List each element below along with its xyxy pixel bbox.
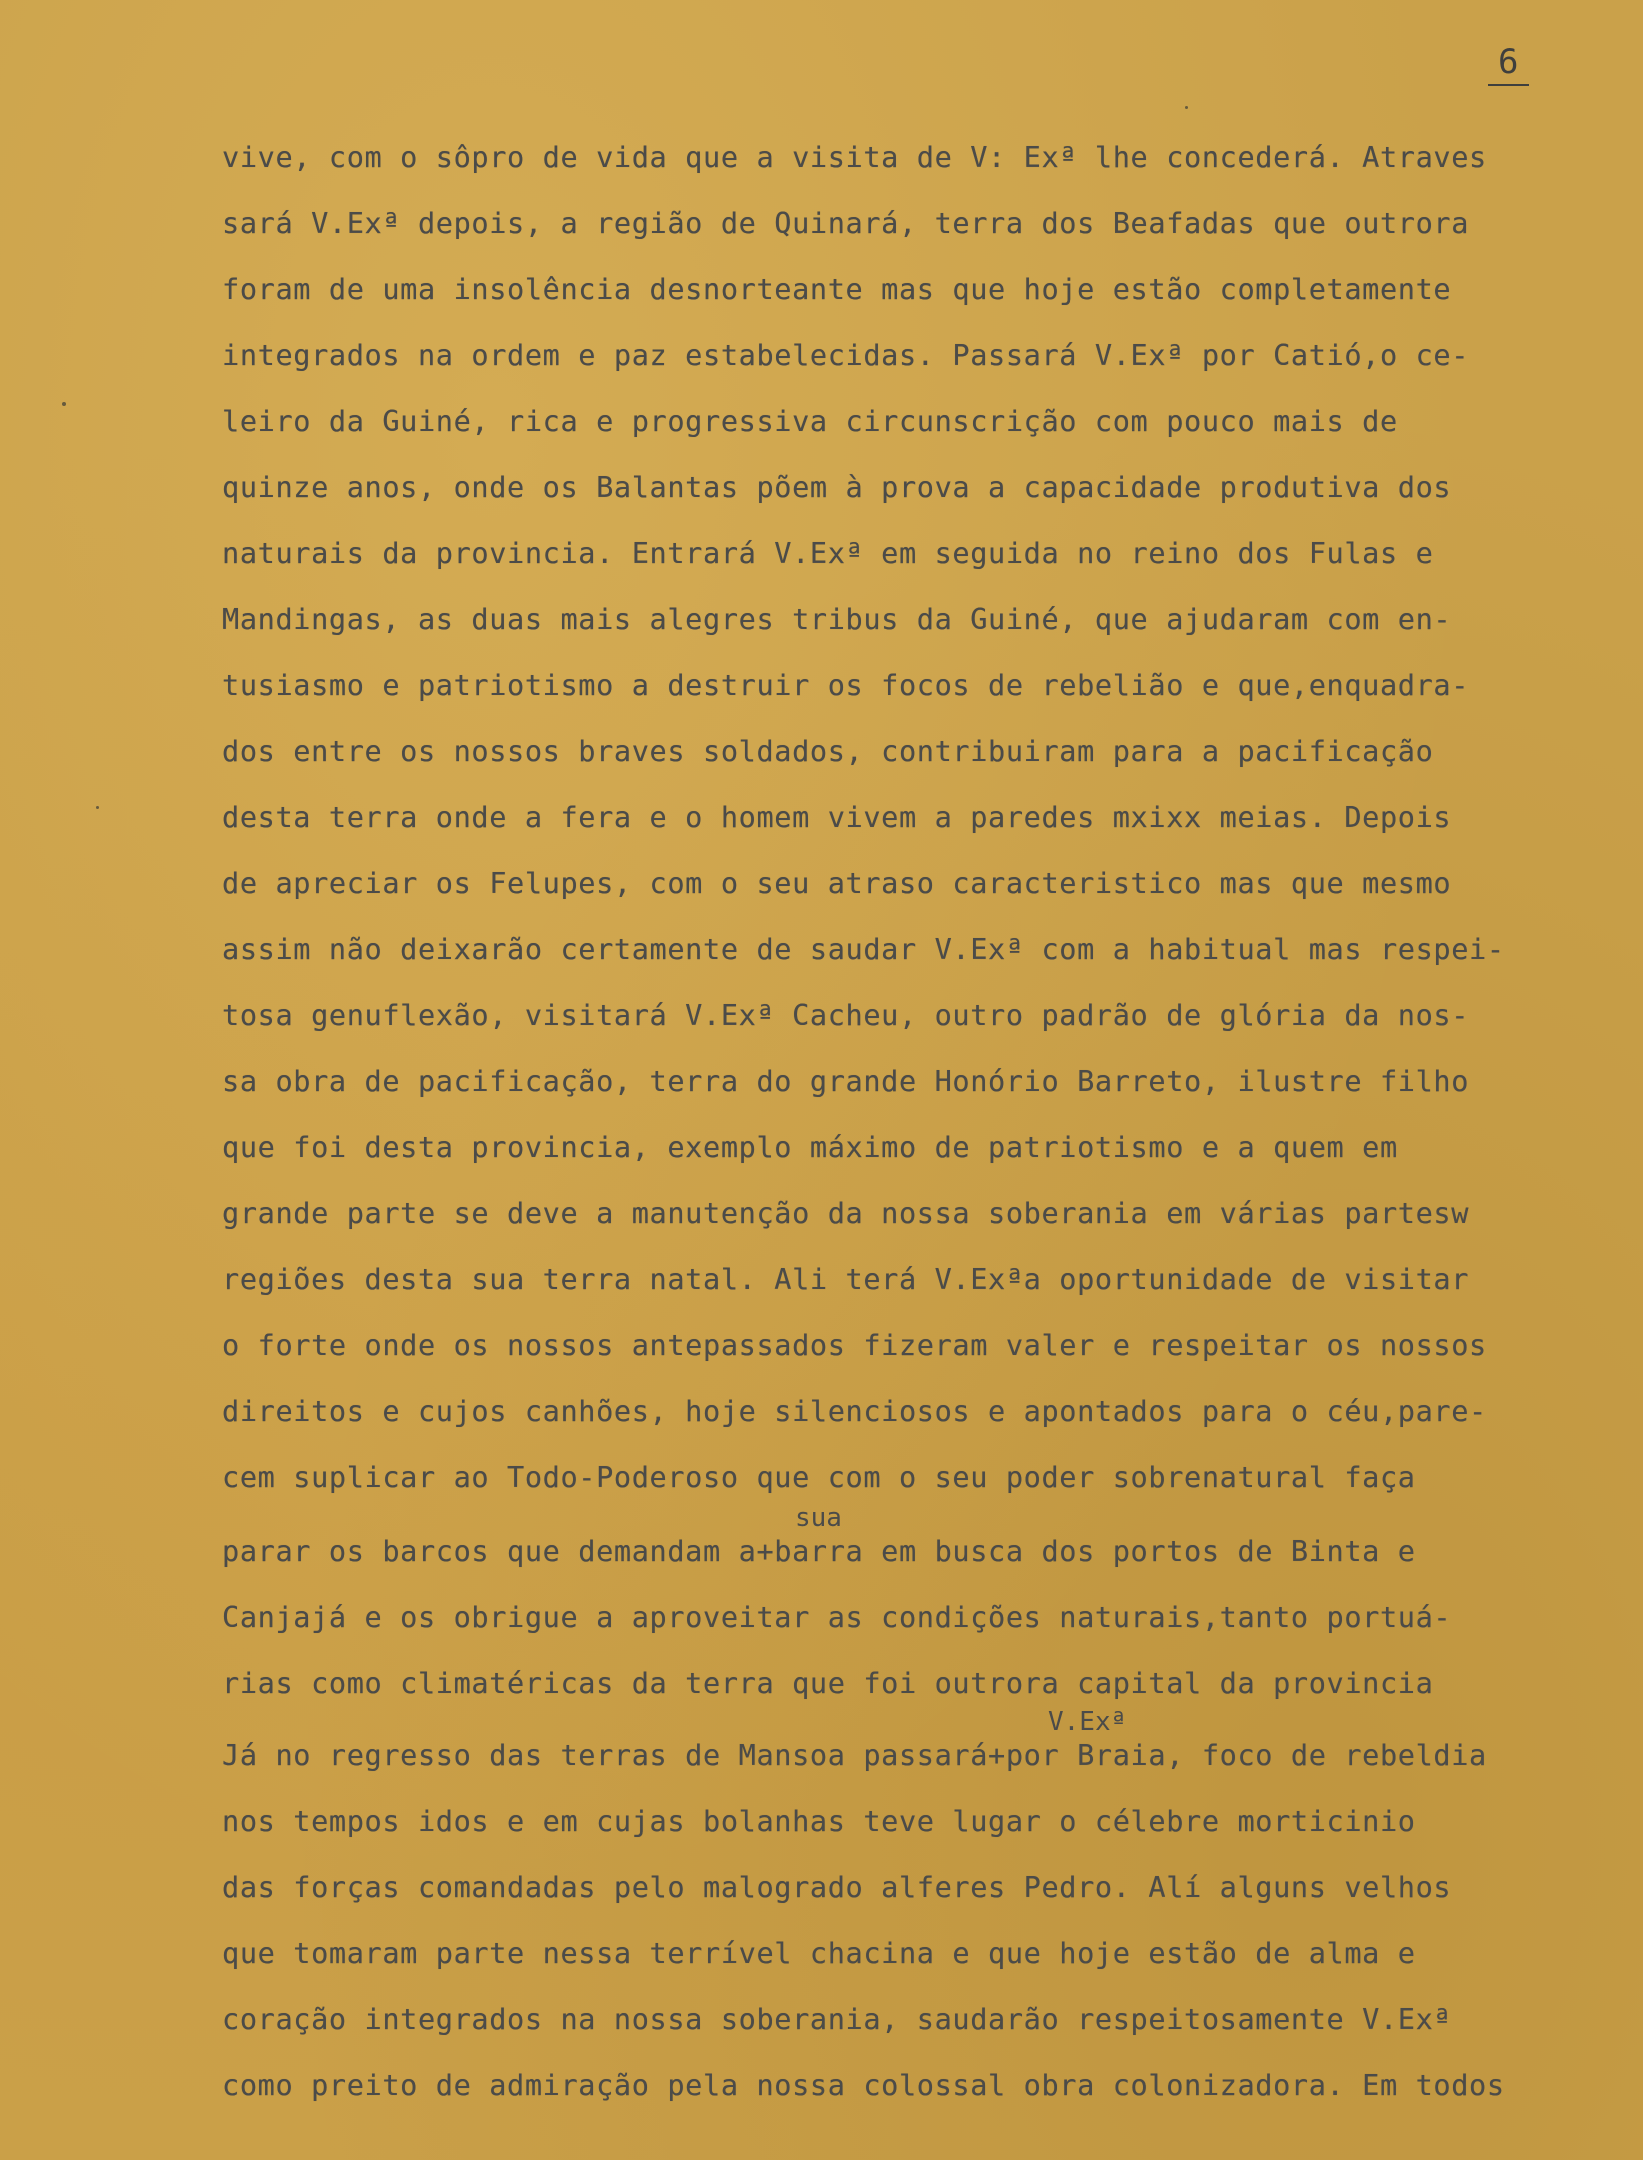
text-line: regiões desta sua terra natal. Ali terá V.Exªa oportunidade de visitar — [222, 1262, 1470, 1296]
text-line: que foi desta provincia, exemplo máximo de patriotismo e a quem em — [222, 1130, 1398, 1164]
text-line: quinze anos, onde os Balantas põem à prova a capacidade produtiva dos — [222, 470, 1452, 504]
text-line: leiro da Guiné, rica e progressiva circunscrição com pouco mais de — [222, 404, 1398, 438]
interlinear-insertion: sua — [795, 1503, 842, 1533]
interlinear-insertion: V.Exª — [1048, 1707, 1127, 1737]
text-line: assim não deixarão certamente de saudar V.Exª com a habitual mas respei- — [222, 932, 1505, 966]
text-line: como preito de admiração pela nossa colossal obra colonizadora. Em todos — [222, 2068, 1505, 2102]
text-line: das forças comandadas pelo malogrado alferes Pedro. Alí alguns velhos — [222, 1870, 1452, 1904]
paper-speck — [96, 806, 99, 809]
page-number: 6 — [1488, 42, 1529, 86]
text-line: tosa genuflexão, visitará V.Exª Cacheu, outro padrão de glória da nos- — [222, 998, 1470, 1032]
text-line: sará V.Exª depois, a região de Quinará, terra dos Beafadas que outrora — [222, 206, 1470, 240]
text-line: rias como climatéricas da terra que foi outrora capital da provincia — [222, 1666, 1434, 1700]
text-line: dos entre os nossos braves soldados, contribuiram para a pacificação — [222, 734, 1434, 768]
text-line: foram de uma insolência desnorteante mas que hoje estão completamente — [222, 272, 1452, 306]
text-line: vive, com o sôpro de vida que a visita de V: Exª lhe concederá. Atraves — [222, 140, 1487, 174]
text-line: direitos e cujos canhões, hoje silenciosos e apontados para o céu,pare- — [222, 1394, 1487, 1428]
text-line: naturais da provincia. Entrará V.Exª em seguida no reino dos Fulas e — [222, 536, 1434, 570]
text-line: cem suplicar ao Todo-Poderoso que com o seu poder sobrenatural faça — [222, 1460, 1416, 1494]
text-line: Canjajá e os obrigue a aproveitar as condições naturais,tanto portuá- — [222, 1600, 1452, 1634]
text-line: parar os barcos que demandam a+barra em busca dos portos de Binta e — [222, 1534, 1416, 1568]
text-line: coração integrados na nossa soberania, saudarão respeitosamente V.Exª — [222, 2002, 1452, 2036]
paper-speck — [62, 402, 66, 406]
text-line: o forte onde os nossos antepassados fizeram valer e respeitar os nossos — [222, 1328, 1487, 1362]
text-line: sa obra de pacificação, terra do grande Honório Barreto, ilustre filho — [222, 1064, 1470, 1098]
text-line: integrados na ordem e paz estabelecidas. Passará V.Exª por Catió,o ce- — [222, 338, 1470, 372]
text-line: Mandingas, as duas mais alegres tribus da Guiné, que ajudaram com en- — [222, 602, 1452, 636]
text-line: grande parte se deve a manutenção da nossa soberania em várias partesw — [222, 1196, 1470, 1230]
text-line: Já no regresso das terras de Mansoa passará+por Braia, foco de rebeldia — [222, 1738, 1487, 1772]
text-line: de apreciar os Felupes, com o seu atraso caracteristico mas que mesmo — [222, 866, 1452, 900]
text-line: nos tempos idos e em cujas bolanhas teve lugar o célebre morticinio — [222, 1804, 1416, 1838]
text-line: que tomaram parte nessa terrível chacina e que hoje estão de alma e — [222, 1936, 1416, 1970]
text-line: desta terra onde a fera e o homem vivem a paredes mxixx meias. Depois — [222, 800, 1452, 834]
text-line: tusiasmo e patriotismo a destruir os focos de rebelião e que,enquadra- — [222, 668, 1470, 702]
paper-speck — [1185, 106, 1188, 109]
